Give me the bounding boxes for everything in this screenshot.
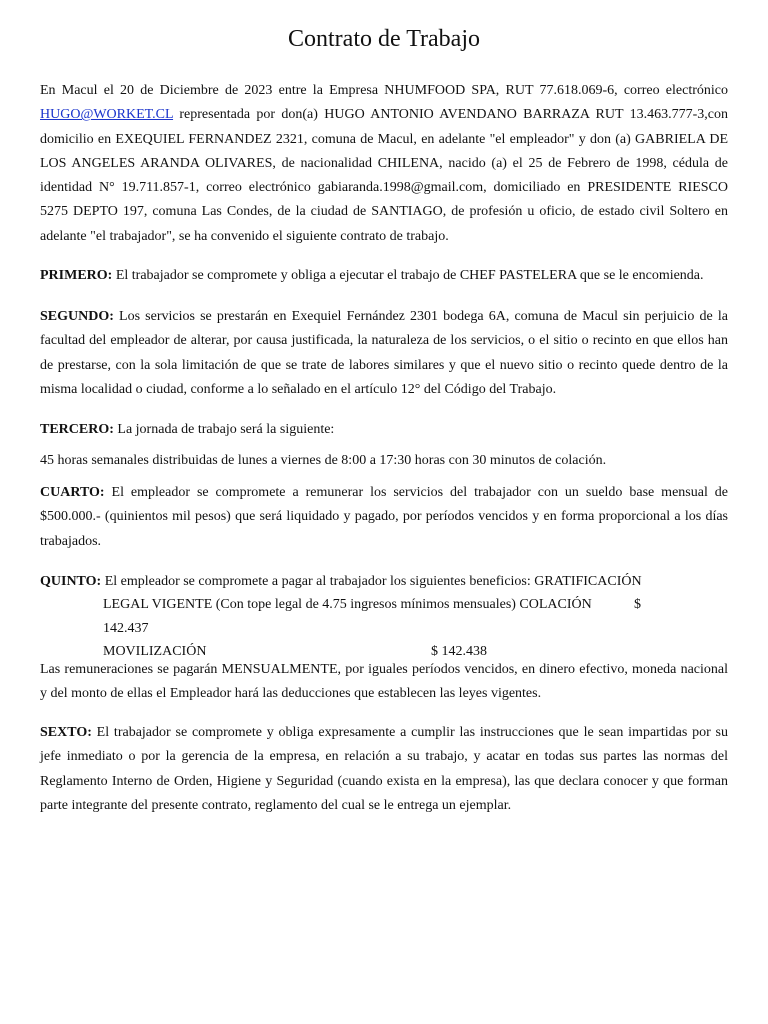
employer-email-link[interactable]: HUGO@WORKET.CL [40,107,174,123]
document-title: Contrato de Trabajo [288,26,480,52]
clause-quinto-label: QUINTO: [40,574,102,589]
clause-sexto-label: SEXTO: [40,725,92,740]
intro-paragraph [40,79,728,249]
clause-quinto-text: El empleador se compromete a pagar al trabajador los siguientes beneficios: GRATIFICACIÓN [101,574,642,589]
clause-tercero-label: TERCERO: [40,422,114,437]
clause-cuarto-label: CUARTO: [40,485,105,500]
movilizacion-label: MOVILIZACIÓN [103,644,207,659]
colacion-amount: 142.437 [103,621,149,636]
clause-cuarto [40,481,728,554]
work-schedule: 45 horas semanales distribuidas de lunes a viernes de 8:00 a 17:30 horas con 30 minutos de colación. [40,453,607,468]
clause-sexto [40,721,728,818]
clause-tercero-text: La jornada de trabajo será la siguiente: [113,422,335,437]
clause-segundo [40,305,728,402]
intro-text-1: En Macul el 20 de Diciembre de 2023 entre la Empresa NHUMFOOD SPA, RUT 77.618.069-6, correo electrónico [40,83,728,98]
clause-primero [40,264,728,288]
clause-cuarto-text: El empleador se compromete a remunerar los servicios del trabajador con un sueldo base mensual de $500.000.- (quinientos mil pesos) que será liquidado y pagado, por períodos vencidos y en forma proporcional a los días trabajados. [40,485,728,549]
clause-sexto-text: El trabajador se compromete y obliga expresamente a cumplir las instrucciones que le sean impartidas por su jefe inmediato o por la gerencia de la empresa, en relación a su trabajo, y acatar en todas sus partes las normas del Reglamento Interno de Orden, Higiene y Seguridad (cuando exista en la empresa), las que declara conocer y que forman parte integrante del presente contrato, reglamento del cual se le entrega un ejemplar. [40,725,728,813]
clause-tercero [40,418,728,442]
clause-segundo-text: Los servicios se prestarán en Exequiel Fernández 2301 bodega 6A, comuna de Macul sin perjuicio de la facultad del empleador de alterar, por causa justificada, la naturaleza de los servicios, o el sitio o recinto en que ellos han de prestarse, con la sola limitación de que se trate de labores similares y que el nuevo sitio o recinto quede dentro de la misma localidad o ciudad, conforme a lo señalado en el artículo 12° del Código del Trabajo. [40,309,728,397]
movilizacion-amount: $ 142.438 [431,644,487,659]
clause-primero-text: El trabajador se compromete y obliga a ejecutar el trabajo de CHEF PASTELERA que se le encomienda. [112,268,704,283]
clause-segundo-label: SEGUNDO: [40,309,114,324]
clause-quinto-line-1 [40,572,642,592]
colacion-currency: $ [634,597,641,612]
clause-primero-label: PRIMERO: [40,268,113,283]
remuneraciones-paragraph: Las remuneraciones se pagarán MENSUALMENTE, por iguales períodos vencidos, en dinero efectivo, moneda nacional y del monto de ellas el Empleador hará las deducciones que establecen las leyes vigentes. [40,662,728,702]
intro-text-2: representada por don(a) HUGO ANTONIO AVENDANO BARRAZA RUT 13.463.777-3,con domicilio en EXEQUIEL FERNANDEZ 2321, comuna de Macul, en adelante "el empleador" y don (a) GABRIELA DE LOS ANGELES ARANDA OLIVARES, de nacionalidad CHILENA, nacido (a) el 25 de Febrero de 1998, cédula de identidad N° 19.711.857-1, correo electrónico gabiaranda.1998@gmail.com, domiciliado en PRESIDENTE RIESCO 5275 DEPTO 197, comuna Las Condes, de la ciudad de SANTIAGO, de profesión u oficio, de estado civil Soltero en adelante "el trabajador", se ha convenido el siguiente contrato de trabajo. [40,107,728,244]
clause-quinto-line-2: LEGAL VIGENTE (Con tope legal de 4.75 ingresos mínimos mensuales) COLACIÓN [103,597,592,612]
